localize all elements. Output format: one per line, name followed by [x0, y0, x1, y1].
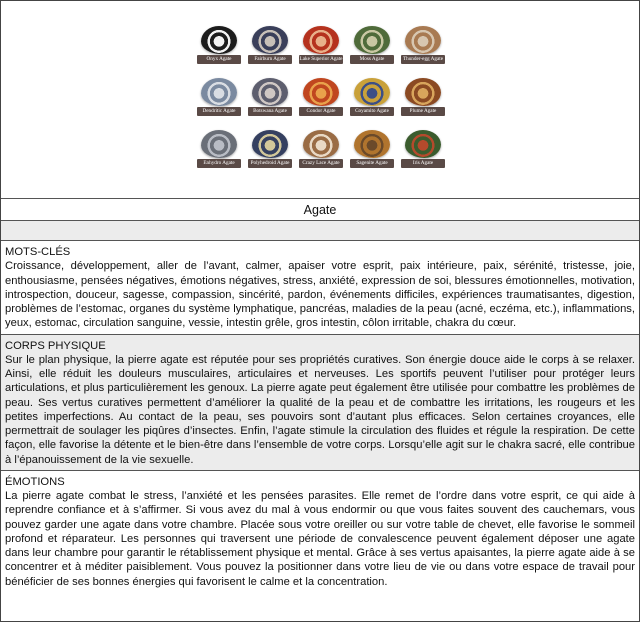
agate-stone-image: [354, 130, 390, 158]
agate-stone: [401, 75, 445, 117]
agate-stone-label: Plume Agate: [401, 107, 445, 116]
agate-stone-label: Condor Agate: [299, 107, 343, 116]
agate-image-panel: [1, 1, 639, 199]
agate-stone-label: Botswana Agate: [248, 107, 292, 116]
agate-stone: [248, 127, 292, 169]
agate-stone: [350, 23, 394, 65]
agate-stone-label: Iris Agate: [401, 159, 445, 168]
spacer-row: [1, 221, 639, 241]
agate-stone-label: Fairburn Agate: [248, 55, 292, 64]
agate-stone: [299, 75, 343, 117]
agate-stone-label: Lake Superior Agate: [299, 56, 343, 62]
emotions-heading: ÉMOTIONS: [5, 475, 65, 488]
agate-stone: [299, 23, 343, 65]
agate-stone-label: Crazy Lace Agate: [299, 159, 343, 168]
agate-stone-image: [405, 26, 441, 54]
agate-stone-label: Polyhedroid Agate: [248, 159, 292, 168]
keywords-heading: MOTS-CLÉS: [5, 246, 71, 258]
agate-stone: [350, 127, 394, 169]
agate-stone-label: Thunder-egg Agate: [402, 56, 444, 62]
agate-stone: [350, 75, 394, 117]
agate-stone-image: [252, 78, 288, 106]
physical-heading: CORPS PHYSIQUE: [5, 339, 106, 352]
agate-stone: [197, 75, 241, 117]
agate-stone: [401, 127, 445, 169]
agate-stone-image: [252, 26, 288, 54]
agate-stone-label: Onyx Agate: [197, 55, 241, 64]
agate-stone-image: [354, 26, 390, 54]
agate-stone-label: Sagenite Agate: [350, 159, 394, 168]
agate-stone-image: [201, 78, 237, 106]
keywords-section: [1, 241, 639, 335]
keywords-text: Croissance, développement, aller de l’avant, calmer, apaiser votre esprit, paix intérieure, paix, sérénité, tristesse, joie, enthousiasme, pensées négatives, émotions négatives, stress, anxiété, expression de soi, blessures émotionnelles, motivation, introspection, douceur, sagesse, compassion, sincérité, pardon, événements difficiles, expériences traumatisantes, digestion, problèmes de l’estomac, organes du système lymphatique, pancréas, maladies de la peau (acné, eczéma, etc.), inflammations, yeux, estomac, circulation sanguine, vessie, intestin grêle, gros intestin, côlon irritable, chakra du cœur.: [5, 260, 635, 330]
agate-stone-image: [405, 130, 441, 158]
physical-section: [1, 335, 639, 471]
agate-stone-label: Coyamito Agate: [350, 107, 394, 116]
agate-stone-image: [405, 78, 441, 106]
agate-stone-image: [252, 130, 288, 158]
agate-stone-label: Moss Agate: [350, 55, 394, 64]
agate-stone-label: Dendritic Agate: [197, 107, 241, 116]
agate-stone-image: [303, 130, 339, 158]
agate-stone: [299, 127, 343, 169]
agate-stone: [248, 23, 292, 65]
emotions-section: [1, 471, 639, 592]
agate-stone-image: [201, 26, 237, 54]
agate-stone-image: [303, 26, 339, 54]
agate-stone: [248, 75, 292, 117]
agate-stone-image: [354, 78, 390, 106]
agate-varieties-grid: [197, 23, 447, 175]
agate-stone: [197, 23, 241, 65]
agate-stone-label: Enhydro Agate: [197, 159, 241, 168]
physical-text: Sur le plan physique, la pierre agate est réputée pour ses propriétés curatives. Son énergie douce aide le corps à se relaxer. Ainsi, elle réduit les douleurs musculaires, articulaires et nerveuses. Les sportifs peuvent l’utiliser pour protéger leurs articulations, et plus particulièrement les genoux. La pierre agate peut également être utilisée pour combattre les problèmes de peau. Ses vertus curatives permettent d’améliorer la qualité de la peau et de combattre les irritations, les rougeurs et les petites imperfections. Au contact de la peau, ses pouvoirs sont d’autant plus efficaces. Selon certaines croyances, elle permettrait de soulager les piqûres d’insectes. Enfin, l’agate stimule la circulation des fluides et régule la respiration. De cette façon, elle favorise la détente et le bien-être dans l’ensemble de votre corps. Lorsqu’elle agit sur le chakra sacré, elle contribue à l’épanouissement de la vie sexuelle.: [5, 353, 635, 466]
agate-stone-image: [201, 130, 237, 158]
emotions-text: La pierre agate combat le stress, l’anxiété et les pensées parasites. Elle remet de l’ordre dans votre esprit, ce qui aide à reprendre confiance et à s’affirmer. Si vous avez du mal à vous endormir ou que vous faites souvent des cauchemars, vous pouvez garder une agate dans votre chambre. Placée sous votre oreiller ou sur votre table de chevet, elle favorise le sommeil profond et réparateur. Les personnes qui traversent une période de convalescence peuvent également déposer une agate dans leur chambre pour garantir le rétablissement physique et mental. Grâce à ses vertus apaisantes, la pierre agate aide à se concentrer et à méditer paisiblement. Vous pouvez la positionner dans votre lieu de vie ou dans votre espace de travail pour bénéficier de ses bonnes énergies qui favorisent le calme et la concentration.: [5, 490, 635, 588]
page-title: Agate: [1, 199, 639, 221]
agate-stone: [401, 23, 445, 65]
agate-stone-image: [303, 78, 339, 106]
agate-stone: [197, 127, 241, 169]
